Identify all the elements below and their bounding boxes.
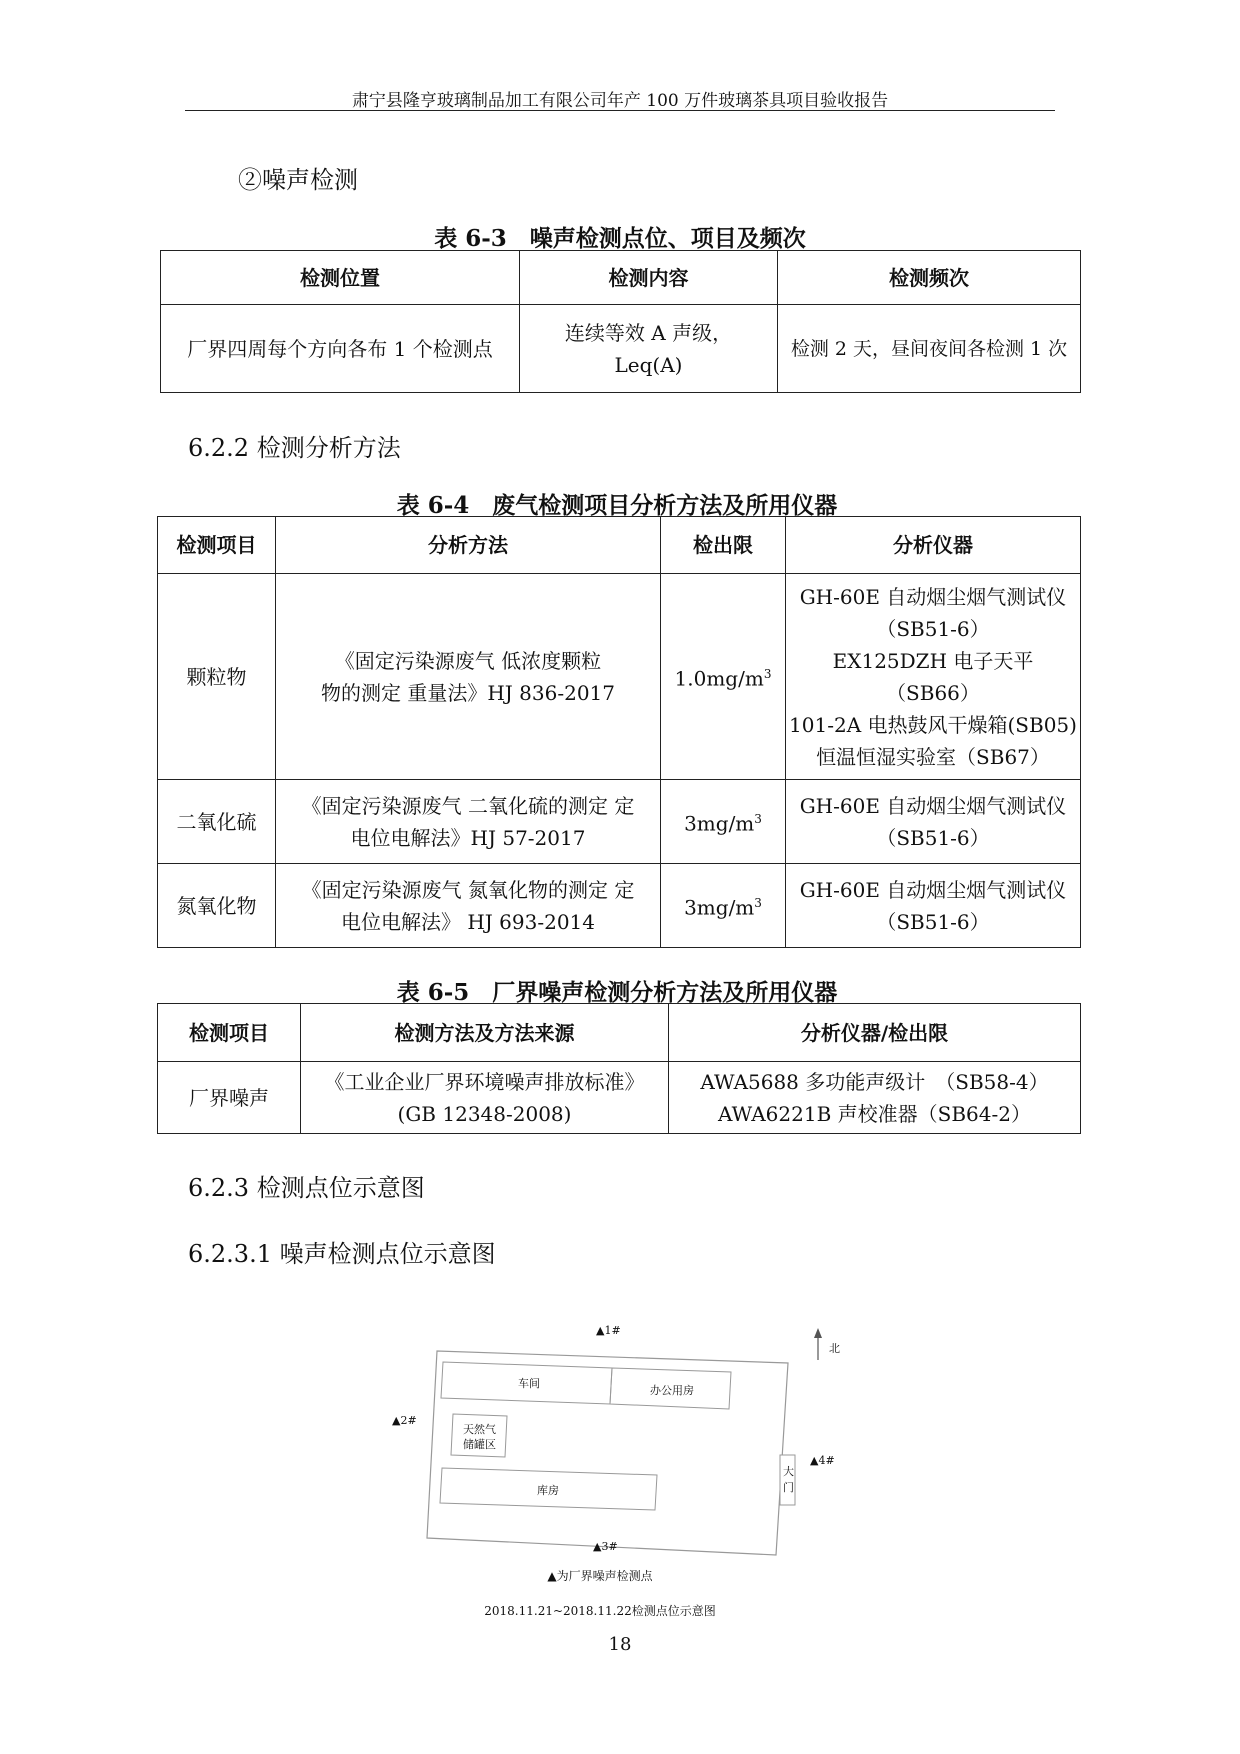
header-divider — [185, 110, 1055, 111]
method-line: 《工业企业厂界环境噪声排放标准》 — [324, 1069, 645, 1094]
header-cell: 检测项目 — [158, 1004, 301, 1062]
header-cell: 检测频次 — [778, 251, 1081, 305]
method-line: 《固定污染源废气 二氧化硫的测定 定 — [301, 793, 635, 818]
method-line: 《固定污染源废气 低浓度颗粒 — [334, 648, 602, 673]
item-cell: 厂界噪声 — [158, 1062, 301, 1134]
warehouse-label: 库房 — [537, 1484, 559, 1497]
gas-storage-label-line1: 天然气 — [463, 1423, 496, 1436]
office-label: 办公用房 — [650, 1384, 694, 1397]
monitor-point-3: ▲3# — [593, 1540, 618, 1553]
limit-value: 3mg/m — [684, 811, 755, 836]
method-line: 物的测定 重量法》HJ 836-2017 — [320, 680, 615, 705]
table-row — [161, 305, 1081, 393]
gate-label-line1: 大 — [783, 1465, 794, 1478]
item-cell: 氮氧化物 — [158, 864, 276, 948]
table-6-5 — [157, 1003, 1081, 1134]
instrument-line: EX125DZH 电子天平 — [832, 648, 1034, 673]
instrument-line: 101-2A 电热鼓风干燥箱(SB05) — [789, 712, 1077, 737]
method-cell — [276, 864, 661, 948]
instrument-line: 恒温恒湿实验室（SB67） — [816, 744, 1050, 769]
instrument-cell — [786, 864, 1081, 948]
header-cell: 分析方法 — [276, 517, 661, 574]
diagram-date-caption: 2018.11.21~2018.11.22检测点位示意图 — [484, 1604, 716, 1618]
monitor-point-1: ▲1# — [596, 1324, 621, 1337]
noise-monitoring-diagram — [392, 1320, 860, 1560]
instrument-line: （SB51-6） — [876, 909, 990, 934]
table-6-4 — [157, 516, 1081, 948]
instrument-cell — [786, 574, 1081, 780]
limit-cell — [661, 780, 786, 864]
instrument-cell — [669, 1062, 1081, 1134]
table-row — [158, 780, 1081, 864]
header-cell: 检测方法及方法来源 — [301, 1004, 669, 1062]
frequency-cell: 检测 2 天，昼间夜间各检测 1 次 — [778, 305, 1081, 393]
instrument-line: GH-60E 自动烟尘烟气测试仪 — [799, 584, 1067, 609]
instrument-cell — [786, 780, 1081, 864]
gas-storage-label-line2: 储罐区 — [463, 1438, 496, 1451]
table-header-row — [158, 1004, 1081, 1062]
table-row — [158, 864, 1081, 948]
header-cell: 分析仪器/检出限 — [669, 1004, 1081, 1062]
monitor-point-4: ▲4# — [810, 1454, 835, 1467]
instrument-line: GH-60E 自动烟尘烟气测试仪 — [799, 793, 1067, 818]
header-cell: 检测项目 — [158, 517, 276, 574]
limit-cell — [661, 574, 786, 780]
instrument-line: （SB66） — [886, 680, 980, 705]
section-6-2-2-title: 6.2.2 检测分析方法 — [188, 434, 401, 462]
limit-cell — [661, 864, 786, 948]
table-6-3-caption: 表 6-3 噪声检测点位、项目及频次 — [434, 225, 806, 252]
gate-label-line2: 门 — [783, 1481, 794, 1494]
site-boundary — [427, 1351, 788, 1555]
header-cell: 检测位置 — [161, 251, 520, 305]
document-header: 肃宁县隆亨玻璃制品加工有限公司年产 100 万件玻璃茶具项目验收报告 — [351, 91, 889, 111]
limit-value: 3mg/m — [684, 895, 755, 920]
section-6-2-3-title: 6.2.3 检测点位示意图 — [188, 1174, 425, 1202]
header-cell: 分析仪器 — [786, 517, 1081, 574]
north-label: 北 — [829, 1342, 840, 1355]
table-6-3 — [160, 250, 1081, 393]
method-line: 电位电解法》HJ 57-2017 — [350, 825, 586, 850]
limit-unit-sup: 3 — [763, 667, 772, 682]
content-cell — [520, 305, 778, 393]
instrument-line: GH-60E 自动烟尘烟气测试仪 — [799, 877, 1067, 902]
section-noise-title: ②噪声检测 — [238, 166, 358, 194]
item-cell: 二氧化硫 — [158, 780, 276, 864]
section-6-2-3-1-title: 6.2.3.1 噪声检测点位示意图 — [188, 1240, 496, 1268]
method-line: (GB 12348-2008) — [397, 1101, 572, 1126]
instrument-line: AWA5688 多功能声级计 （SB58-4） — [700, 1069, 1049, 1094]
header-cell: 检出限 — [661, 517, 786, 574]
content-line: 连续等效 A 声级， — [564, 320, 733, 345]
instrument-line: （SB51-6） — [876, 825, 990, 850]
location-cell: 厂界四周每个方向各布 1 个检测点 — [161, 305, 520, 393]
instrument-line: （SB51-6） — [876, 616, 990, 641]
method-cell — [276, 574, 661, 780]
diagram-legend: ▲为厂界噪声检测点 — [547, 1569, 653, 1583]
limit-value: 1.0mg/m — [674, 666, 764, 691]
limit-unit-sup: 3 — [754, 896, 762, 911]
method-cell — [276, 780, 661, 864]
table-6-4-caption: 表 6-4 废气检测项目分析方法及所用仪器 — [396, 492, 838, 519]
method-line: 电位电解法》 HJ 693-2014 — [340, 909, 595, 934]
limit-unit-sup: 3 — [754, 812, 762, 827]
north-arrow-head — [814, 1328, 822, 1338]
table-header-row — [161, 251, 1081, 305]
monitor-point-2: ▲2# — [392, 1414, 417, 1427]
table-6-5-caption: 表 6-5 厂界噪声检测分析方法及所用仪器 — [396, 979, 838, 1006]
method-cell — [301, 1062, 669, 1134]
table-header-row — [158, 517, 1081, 574]
instrument-line: AWA6221B 声校准器（SB64-2） — [718, 1101, 1031, 1126]
page-number: 18 — [608, 1634, 632, 1655]
header-cell: 检测内容 — [520, 251, 778, 305]
table-row — [158, 1062, 1081, 1134]
content-line: Leq(A) — [614, 352, 683, 377]
method-line: 《固定污染源废气 氮氧化物的测定 定 — [301, 877, 635, 902]
table-row — [158, 574, 1081, 780]
workshop-label: 车间 — [518, 1377, 540, 1390]
item-cell: 颗粒物 — [158, 574, 276, 780]
